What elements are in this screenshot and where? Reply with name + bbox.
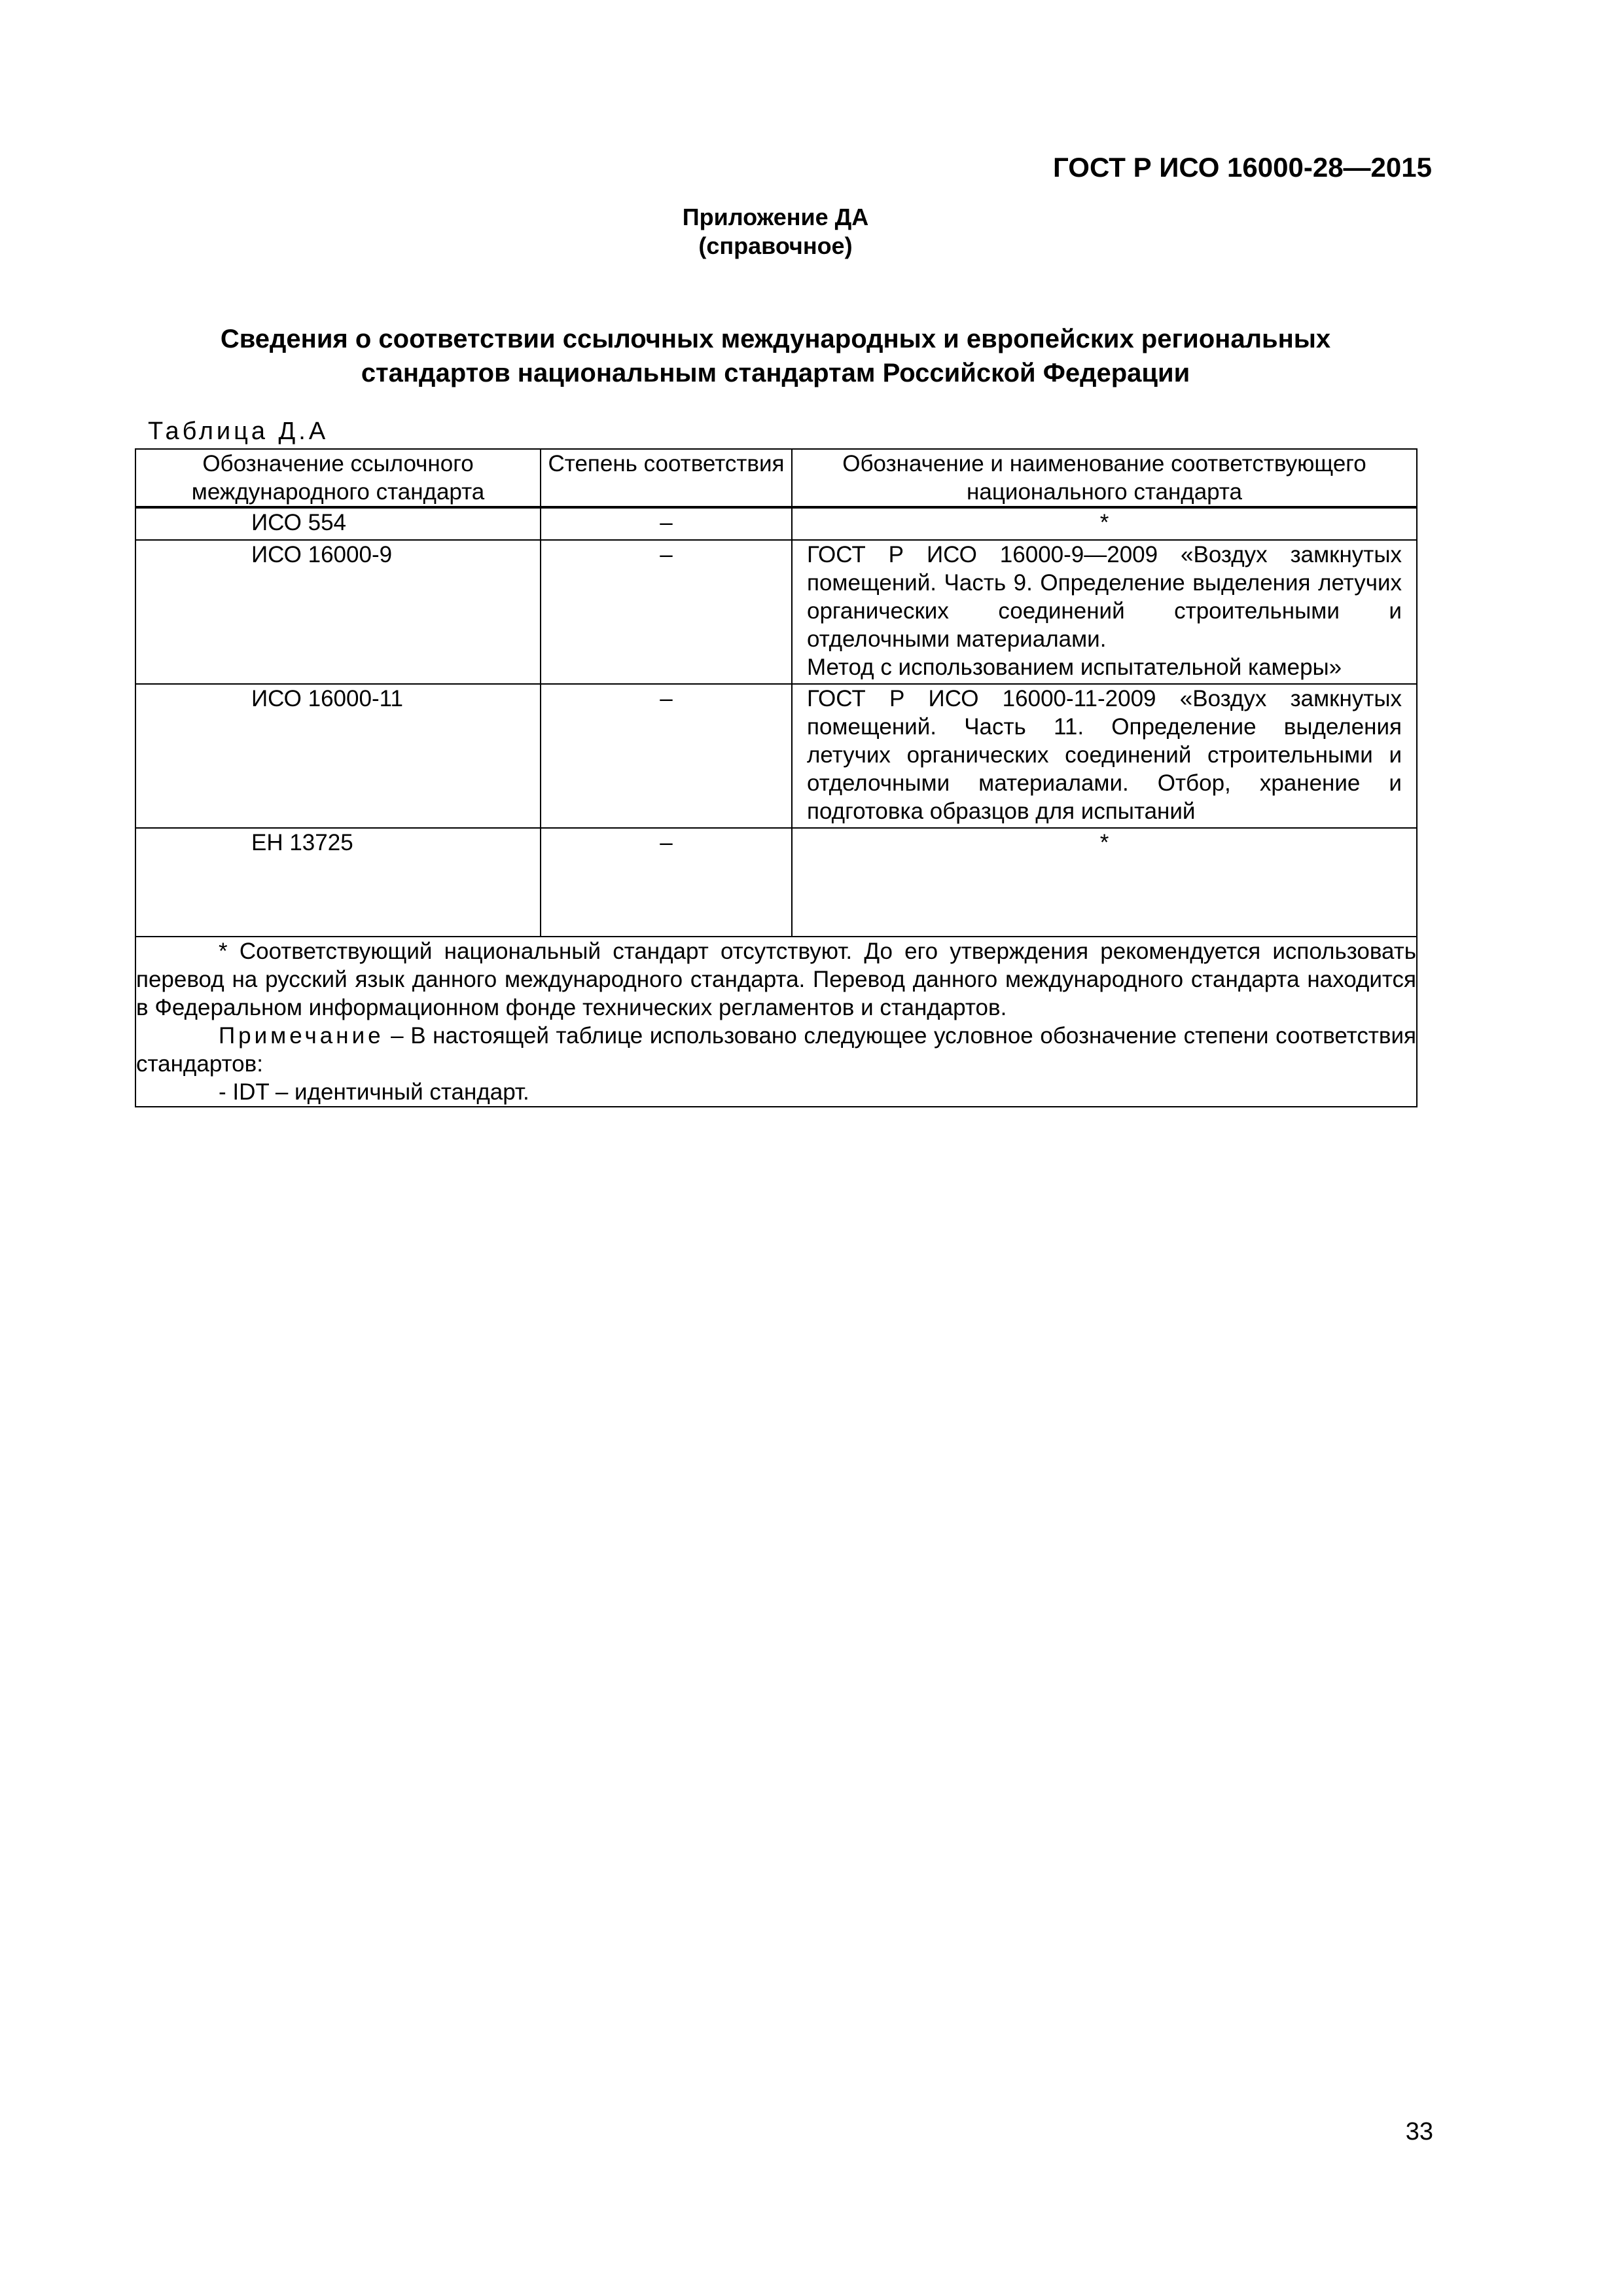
cell-national: [792, 540, 1417, 684]
table-header-row: [135, 449, 1417, 507]
table-row: [135, 828, 1417, 937]
cell-ref: ИСО 16000-9: [135, 540, 541, 684]
section-title-line-1: Сведения о соответствии ссылочных международных и европейских региональных: [220, 325, 1331, 353]
cell-national: ГОСТ Р ИСО 16000-11-2009 «Воздух замкнутых помещений. Часть 11. Определение выделения летучих органических соединений строительными и отделочными материалами. Отбор, хранение и подготовка образцов для испытаний: [792, 684, 1417, 828]
document-code: ГОСТ Р ИСО 16000-28—2015: [1053, 152, 1432, 183]
national-standard-text: ГОСТ Р ИСО 16000-9—2009 «Воздух замкнутых помещений. Часть 9. Определение выделения летучих органических соединений строительными и отделочными материалами.: [807, 542, 1402, 652]
cell-ref: ИСО 554: [135, 508, 541, 540]
section-title-line-2: стандартов национальным стандартам Российской Федерации: [361, 359, 1190, 387]
note-text: – В настоящей таблице использовано следующее условное обозначение степени соответствия стандартов:: [136, 1023, 1416, 1077]
note-label: Примечание: [219, 1023, 384, 1049]
cell-national: *: [792, 508, 1417, 540]
header-degree: Степень соответствия: [541, 449, 792, 507]
table-row: [135, 684, 1417, 828]
cell-ref: ЕН 13725: [135, 828, 541, 937]
page-number: 33: [1405, 2118, 1433, 2145]
cell-degree: –: [541, 508, 792, 540]
appendix-title: Приложение ДА: [682, 204, 869, 230]
standards-table: [135, 448, 1418, 1107]
cell-national: *: [792, 828, 1417, 937]
cell-degree: –: [541, 684, 792, 828]
footnote-text: * Соответствующий национальный стандарт отсутствуют. До его утверждения рекомендуется использовать перевод на русский язык данного международного стандарта. Перевод данного международного стандарта находится в Федеральном информационном фонде технических регламентов и стандартов.: [136, 939, 1416, 1020]
table-row: [135, 508, 1417, 540]
cell-degree: –: [541, 540, 792, 684]
table-footnote-row: [135, 937, 1417, 1107]
table-label: Таблица Д.А: [148, 418, 329, 445]
appendix-type: (справочное): [698, 232, 853, 259]
cell-degree: –: [541, 828, 792, 937]
note-paragraph: [136, 1022, 1416, 1078]
header-ref-standard: Обозначение ссылочного международного стандарта: [135, 449, 541, 507]
header-national-standard: Обозначение и наименование соответствующего национального стандарта: [792, 449, 1417, 507]
note-item: - IDT – идентичный стандарт.: [219, 1079, 529, 1105]
cell-ref: ИСО 16000-11: [135, 684, 541, 828]
table-footnote: [135, 937, 1417, 1107]
national-standard-method: Метод с использованием испытательной камеры»: [807, 655, 1342, 680]
table-row: [135, 540, 1417, 684]
appendix-heading: [0, 203, 1551, 260]
section-title: [0, 322, 1551, 390]
